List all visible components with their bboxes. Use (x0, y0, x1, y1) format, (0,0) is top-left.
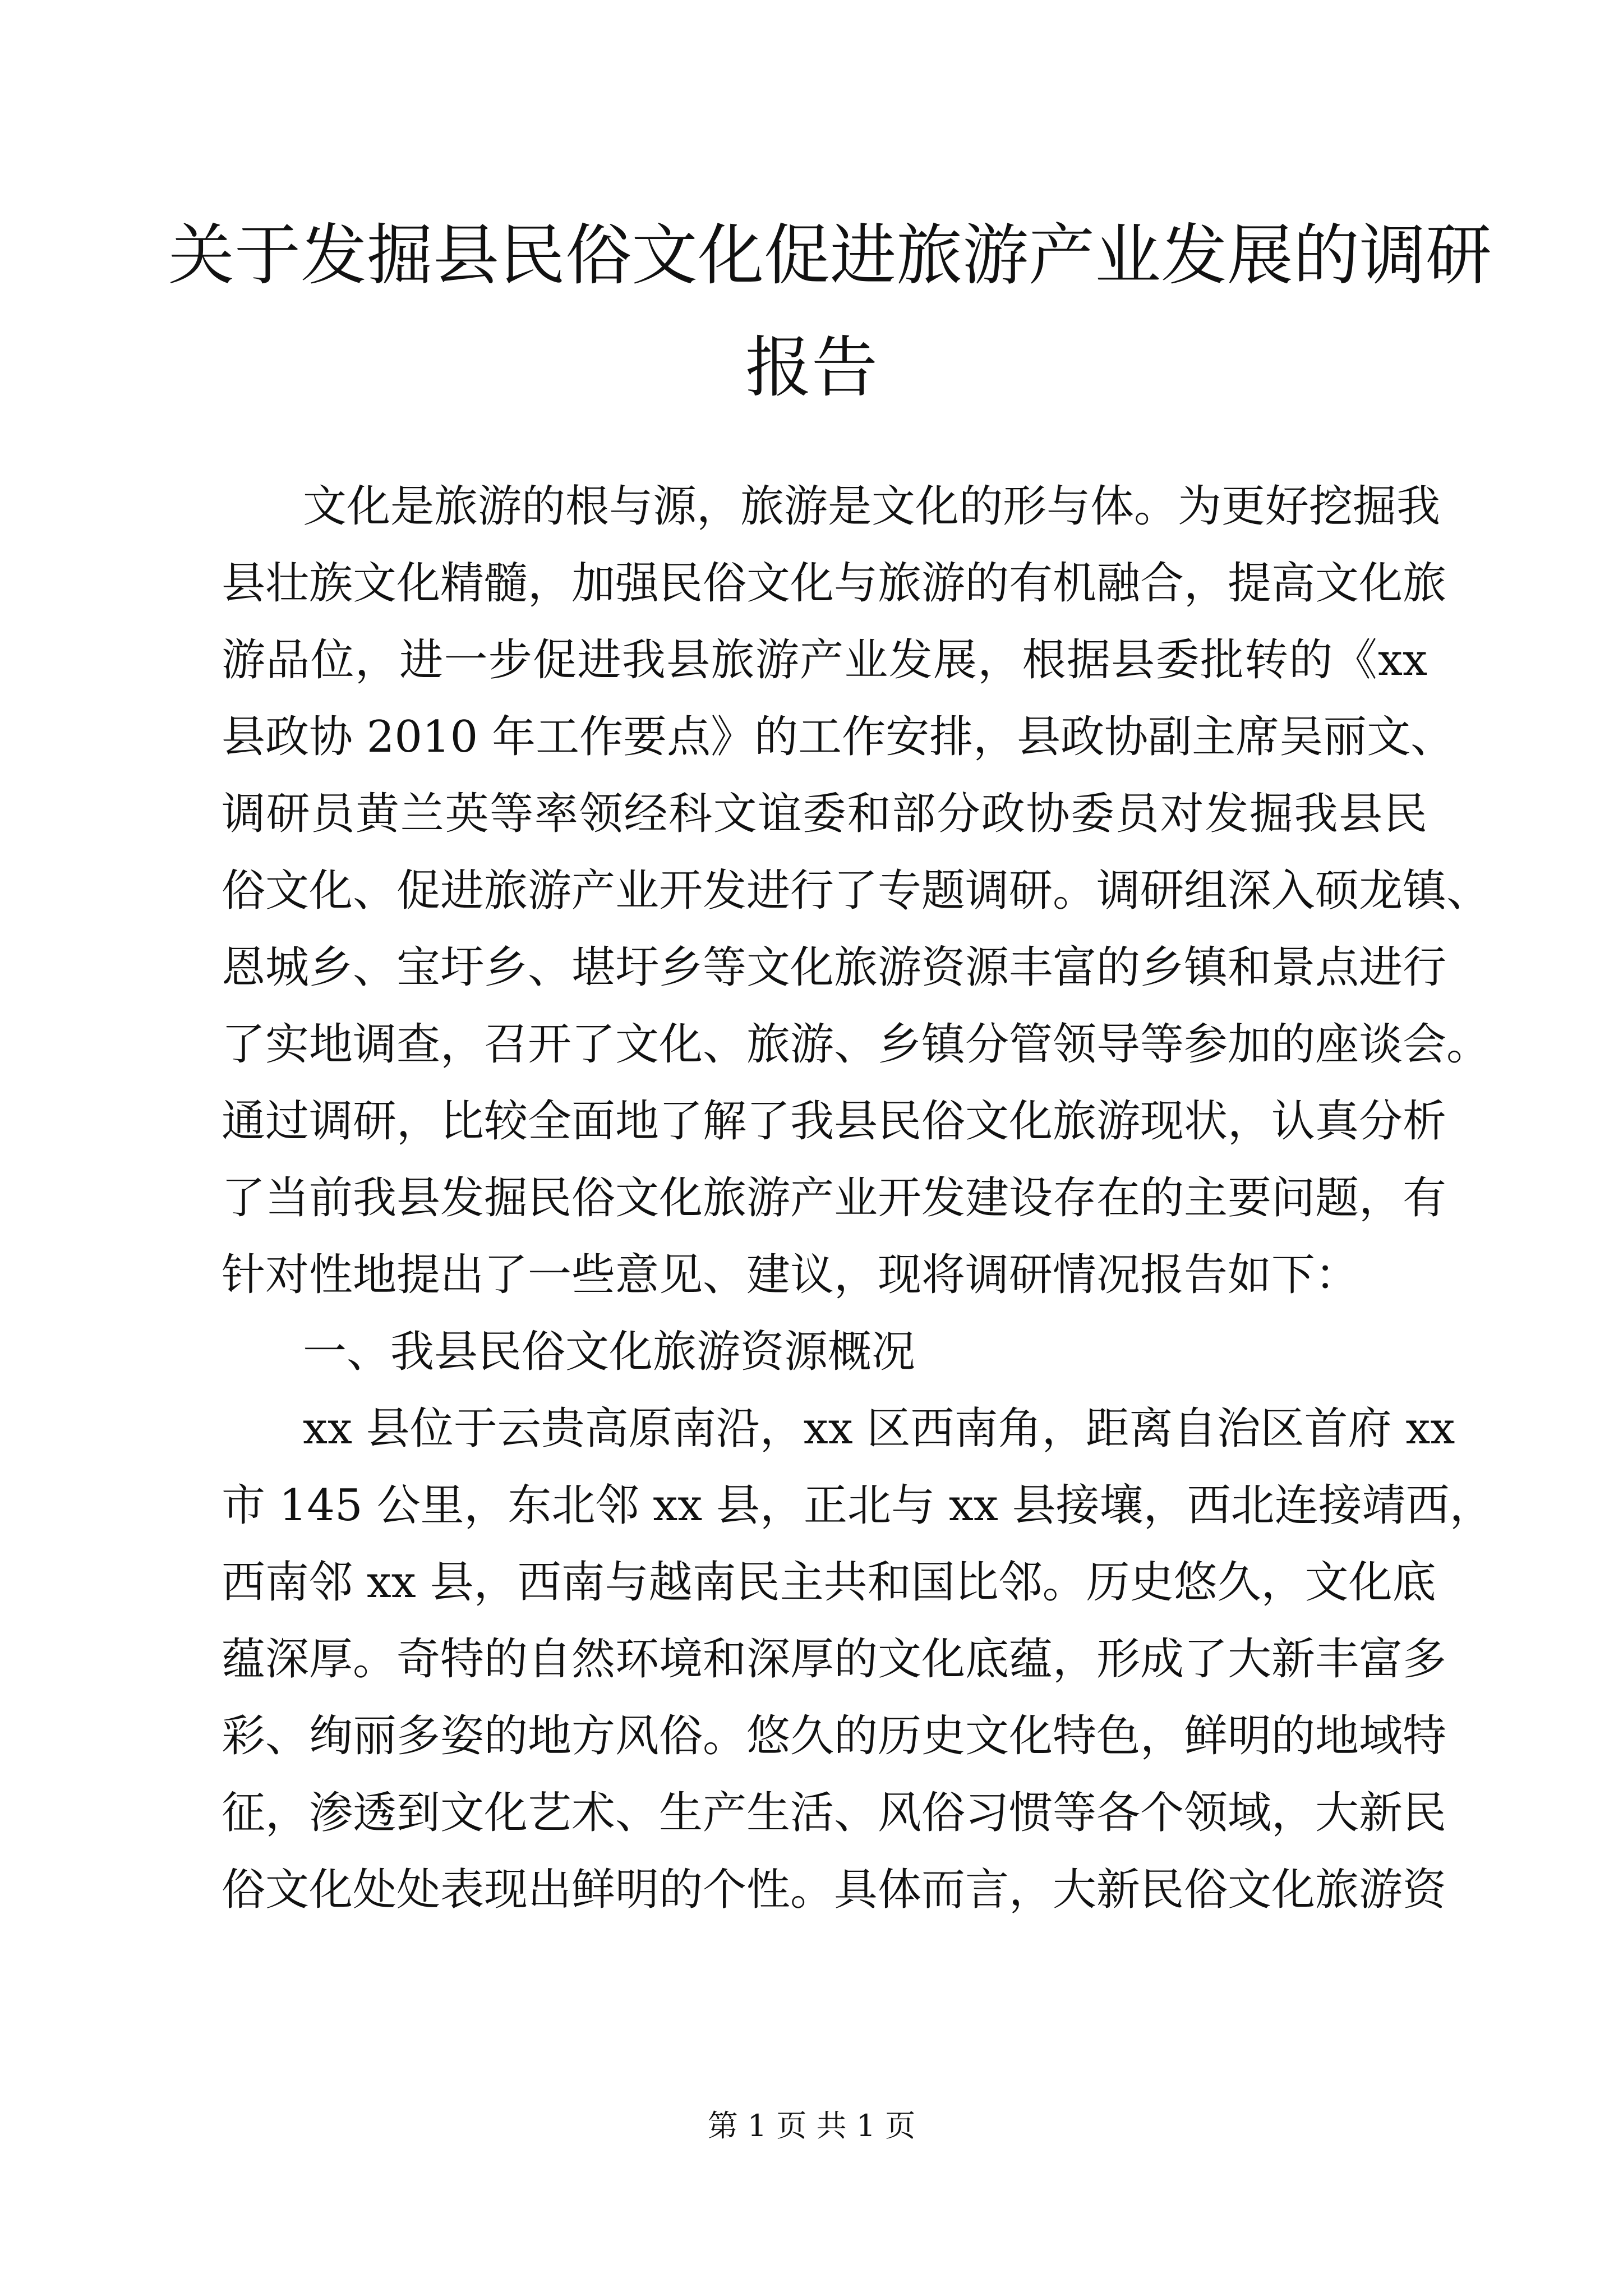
paragraph-line: 恩城乡、宝圩乡、堪圩乡等文化旅游资源丰富的乡镇和景点进行 (222, 942, 1447, 993)
paragraph-line: 俗文化处处表现出鲜明的个性。具体而言，大新民俗文化旅游资 (222, 1865, 1447, 1915)
document-title-line-1: 关于发掘县民俗文化促进旅游产业发展的调研 (168, 217, 1492, 294)
paragraph-line: 调研员黄兰英等率领经科文谊委和部分政协委员对发掘我县民 (222, 789, 1427, 839)
paragraph-line: 县政协 2010 年工作要点》的工作安排，县政协副主席吴丽文、 (222, 712, 1455, 762)
paragraph-line: 了当前我县发掘民俗文化旅游产业开发建设存在的主要问题，有 (222, 1173, 1447, 1223)
paragraph-line: 针对性地提出了一些意见、建议，现将调研情况报告如下： (222, 1250, 1359, 1300)
paragraph-line: 蕴深厚。奇特的自然环境和深厚的文化底蕴，形成了大新丰富多 (222, 1634, 1447, 1685)
document-title-line-2: 报告 (745, 329, 878, 406)
paragraph-line: 通过调研，比较全面地了解了我县民俗文化旅游现状，认真分析 (222, 1096, 1447, 1147)
paragraph-line: 西南邻 xx 县，西南与越南民主共和国比邻。历史悠久，文化底 (222, 1557, 1436, 1608)
paragraph-line: 游品位，进一步促进我县旅游产业发展，根据县委批转的《xx (222, 635, 1427, 685)
paragraph-line: 了实地调查，召开了文化、旅游、乡镇分管领导等参加的座谈会。 (222, 1019, 1491, 1070)
paragraph-line: 市 145 公里，东北邻 xx 县，正北与 xx 县接壤，西北连接靖西， (222, 1480, 1493, 1531)
paragraph-line: xx 县位于云贵高原南沿，xx 区西南角，距离自治区首府 xx (303, 1404, 1455, 1454)
paragraph-line: 文化是旅游的根与源，旅游是文化的形与体。为更好挖掘我 (303, 481, 1441, 532)
paragraph-line: 俗文化、促进旅游产业开发进行了专题调研。调研组深入硕龙镇、 (222, 866, 1491, 916)
page-number-footer: 第 1 页 共 1 页 (707, 2108, 916, 2143)
paragraph-line: 彩、绚丽多姿的地方风俗。悠久的历史文化特色，鲜明的地域特 (222, 1711, 1447, 1761)
paragraph-line: 征，渗透到文化艺术、生产生活、风俗习惯等各个领域，大新民 (222, 1788, 1447, 1838)
paragraph-line: 县壮族文化精髓，加强民俗文化与旅游的有机融合，提高文化旅 (222, 558, 1447, 609)
section-heading: 一、我县民俗文化旅游资源概况 (303, 1327, 916, 1377)
